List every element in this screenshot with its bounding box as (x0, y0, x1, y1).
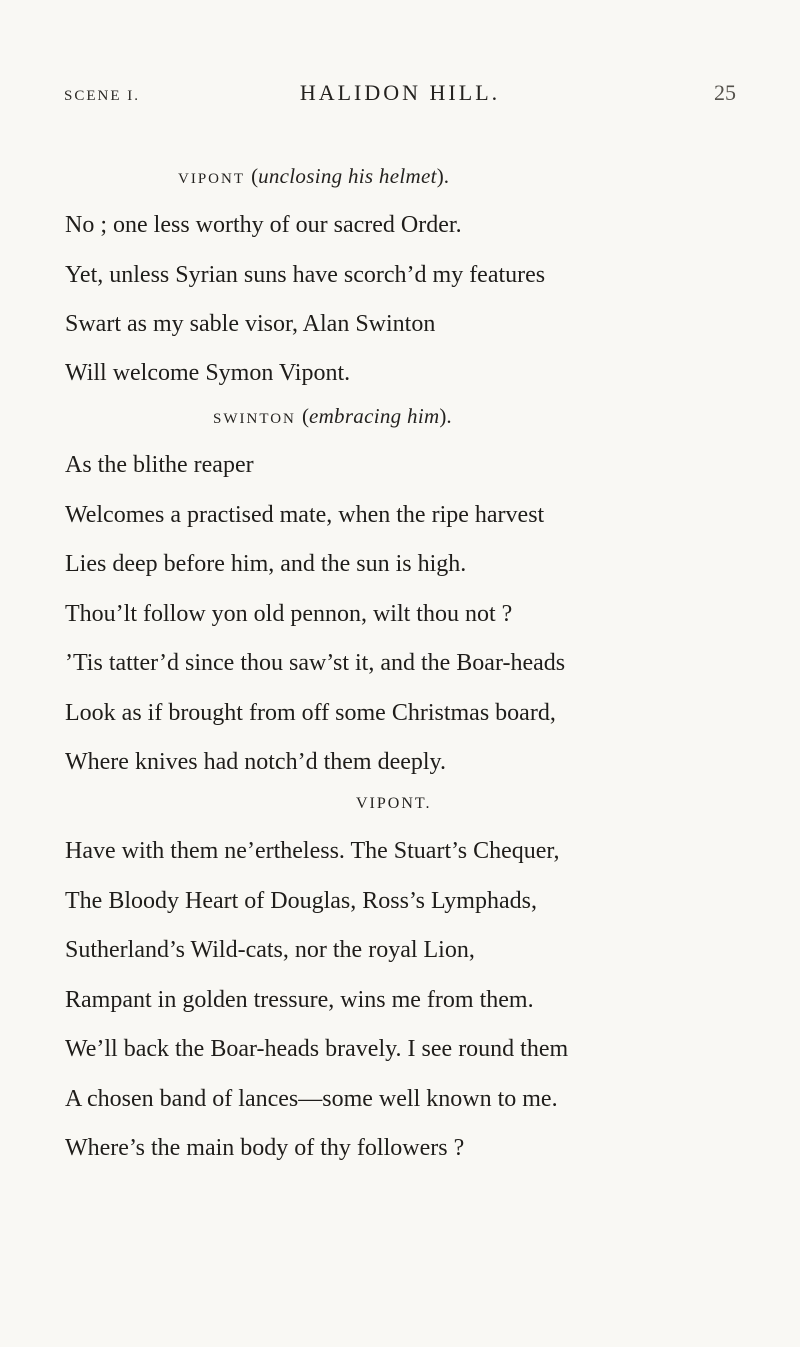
speaker-heading-vipont-2: VIPONT. (356, 795, 432, 812)
verse-line: No ; one less worthy of our sacred Order. (65, 212, 462, 238)
speaker-heading-swinton (213, 404, 452, 429)
verse-line: Where’s the main body of thy followers ? (65, 1135, 465, 1161)
close-paren: ). (436, 164, 449, 188)
page-number: 25 (714, 80, 736, 105)
running-head (64, 80, 736, 110)
open-paren: ( (301, 404, 309, 428)
verse-line: Welcomes a practised mate, when the ripe harvest (65, 502, 545, 528)
close-paren: ). (439, 404, 452, 428)
verse-line: Swart as my sable visor, Alan Swinton (65, 311, 436, 337)
page-title: HALIDON HILL. (299, 80, 501, 105)
speaker-heading-vipont (178, 164, 449, 189)
stage-direction: unclosing his helmet (258, 164, 437, 188)
verse-line: Lies deep before him, and the sun is high. (65, 551, 467, 577)
scene-label: SCENE I. (64, 88, 140, 104)
stage-direction: embracing him (308, 404, 440, 428)
verse-line: ’Tis tatter’d since thou saw’st it, and the Boar-heads (65, 650, 566, 676)
speaker-name: vipont (178, 164, 245, 188)
verse-line: Rampant in golden tressure, wins me from them. (65, 987, 534, 1013)
verse-line: A chosen band of lances—some well known to me. (65, 1086, 558, 1112)
verse-line: Sutherland’s Wild-cats, nor the royal Lion, (65, 937, 475, 963)
verse-line: The Bloody Heart of Douglas, Ross’s Lymphads, (65, 888, 537, 914)
verse-line: Thou’lt follow yon old pennon, wilt thou not ? (65, 601, 513, 627)
verse-line: We’ll back the Boar-heads bravely. I see round them (65, 1036, 569, 1062)
verse-line: Yet, unless Syrian suns have scorch’d my features (65, 262, 546, 288)
verse-line: Where knives had notch’d them deeply. (65, 749, 446, 775)
verse-line: As the blithe reaper (65, 452, 254, 478)
verse-line: Have with them ne’ertheless. The Stuart’s Chequer, (65, 838, 560, 864)
verse-line: Look as if brought from off some Christmas board, (65, 700, 556, 726)
verse-line: Will welcome Symon Vipont. (65, 360, 351, 386)
speaker-name: swinton (213, 404, 296, 428)
open-paren: ( (251, 164, 259, 188)
